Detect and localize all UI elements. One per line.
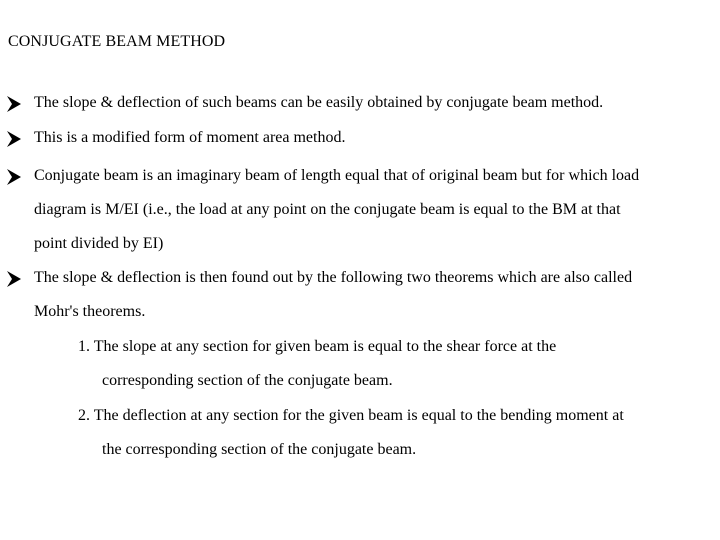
bullet-line: This is a modified form of moment area method. [34,129,346,146]
page-title: CONJUGATE BEAM METHOD [8,33,226,50]
bullet-text [34,121,718,155]
theorem-line: corresponding section of the conjugate beam. [102,372,393,389]
bullet-line: The slope & deflection of such beams can be easily obtained by conjugate beam method. [34,94,604,111]
bullet-line: point divided by EI) [34,235,164,252]
bullet-line: The slope & deflection is then found out by the following two theorems which are also called [34,269,633,286]
bullet-text [34,159,718,261]
theorem-line: 2. The deflection at any section for the given beam is equal to the bending moment at [78,407,624,424]
arrowhead-bullet-icon [6,95,22,113]
arrowhead-bullet-icon [6,168,22,186]
bullet-line: Mohr's theorems. [34,303,146,320]
arrowhead-bullet-icon [6,130,22,148]
theorem-item [78,330,718,398]
theorem-item [78,399,718,467]
theorem-line: 1. The slope at any section for given beam is equal to the shear force at the [78,338,557,355]
bullet-line: diagram is M/EI (i.e., the load at any point on the conjugate beam is equal to the BM at that [34,201,621,218]
bullet-line: Conjugate beam is an imaginary beam of length equal that of original beam but for which load [34,167,640,184]
bullet-text [34,86,718,120]
arrowhead-bullet-icon [6,270,22,288]
theorem-line: the corresponding section of the conjugate beam. [102,441,417,458]
bullet-text [34,261,718,329]
